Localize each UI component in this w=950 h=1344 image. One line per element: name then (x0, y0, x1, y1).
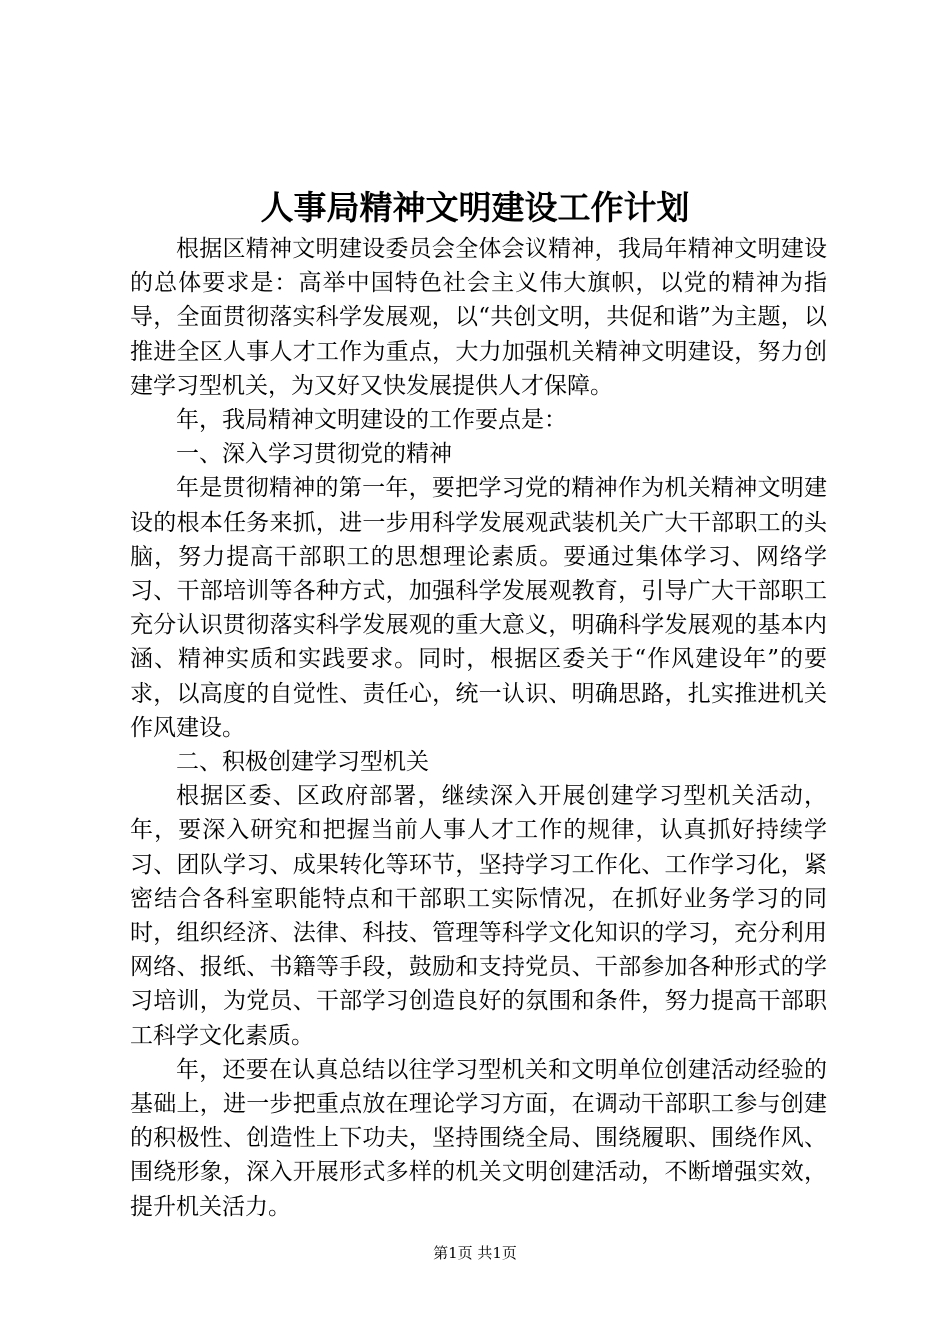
paragraph-section-2a: 根据区委、区政府部署，继续深入开展创建学习型机关活动，年，要深入研究和把握当前人事人才工作的规律，认真抓好持续学习、团队学习、成果转化等环节，坚持学习工作化、工作学习化，紧密结合各科室职能特点和干部职工实际情况，在抓好业务学习的同时，组织经济、法律、科技、管理等科学文化知识的学习，充分利用网络、报纸、书籍等手段，鼓励和支持党员、干部参加各种形式的学习培训，为党员、干部学习创造良好的氛围和条件，努力提高干部职工科学文化素质。 (130, 783, 827, 1049)
paragraph-key-points: 年，我局精神文明建设的工作要点是： (176, 407, 567, 434)
paragraph-section-1: 年是贯彻精神的第一年，要把学习党的精神作为机关精神文明建设的根本任务来抓，进一步用科学发展观武装机关广大干部职工的头脑，努力提高干部职工的思想理论素质。要通过集体学习、网络学习、干部培训等各种方式，加强科学发展观教育，引导广大干部职工充分认识贯彻落实科学发展观的重大意义，明确科学发展观的基本内涵、精神实质和实践要求。同时，根据区委关于“作风建设年”的要求，以高度的自觉性、责任心，统一认识、明确思路，扎实推进机关作风建设。 (130, 475, 827, 741)
section-heading-1: 一、深入学习贯彻党的精神 (176, 441, 452, 468)
paragraph-intro: 根据区精神文明建设委员会全体会议精神，我局年精神文明建设的总体要求是：高举中国特色社会主义伟大旗帜，以党的精神为指导，全面贯彻落实科学发展观，以“共创文明，共促和谐”为主题，以推进全区人事人才工作为重点，大力加强机关精神文明建设，努力创建学习型机关，为又好又快发展提供人才保障。 (130, 236, 827, 399)
page-number-footer: 第1页 共1页 (433, 1244, 517, 1262)
document-body (130, 232, 827, 1224)
section-heading-2: 二、积极创建学习型机关 (176, 749, 429, 776)
paragraph-section-2b: 年，还要在认真总结以往学习型机关和文明单位创建活动经验的基础上，进一步把重点放在理论学习方面，在调动干部职工参与创建的积极性、创造性上下功夫，坚持围绕全局、围绕履职、围绕作风、围绕形象，深入开展形式多样的机关文明创建活动，不断增强实效，提升机关活力。 (130, 1056, 827, 1220)
document-title: 人事局精神文明建设工作计划 (260, 188, 690, 227)
